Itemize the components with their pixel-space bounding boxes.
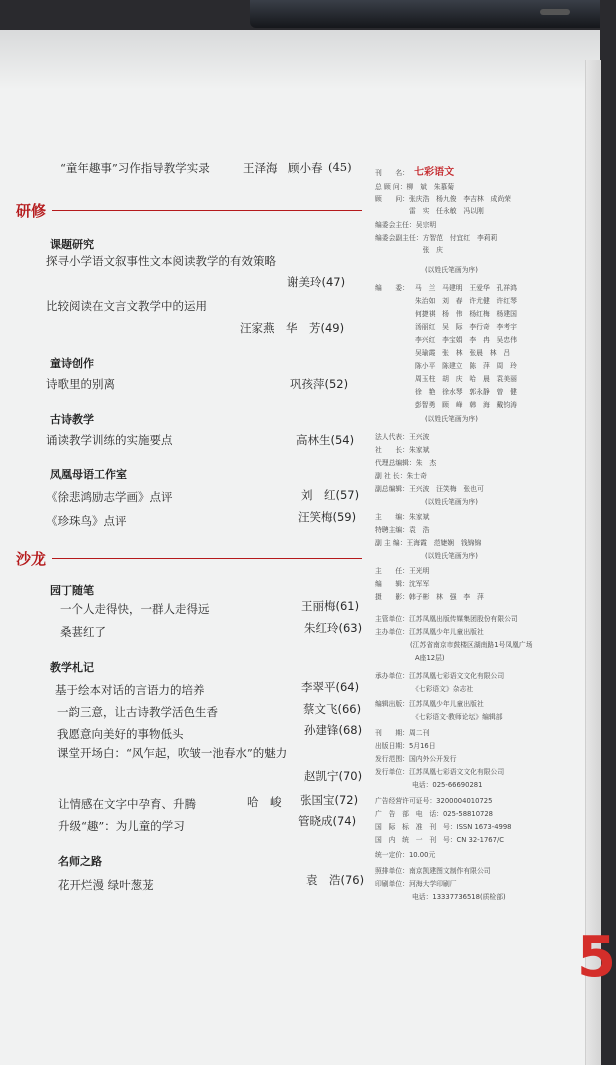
toc-entry-author: 李翠平(64) <box>301 680 360 694</box>
toc-entry-title: 课堂开场白：“风乍起，吹皱一池春水”的魅力 <box>57 746 288 760</box>
toc-entry-author: 汪家燕 华 芳(49) <box>240 321 345 335</box>
masthead-consultants: 顾 问：张庆浩 杨九俊 李吉林 成尚荣 <box>375 195 511 203</box>
toc-entry-author: 管晓成(74) <box>298 814 357 828</box>
toc-entry-author: 谢美玲(47) <box>287 275 346 289</box>
masthead-president: 社 长：朱家斌 <box>375 446 430 454</box>
toc-entry-title: 《珍珠鸟》点评 <box>46 514 127 528</box>
toc-entry-title: 基于绘本对话的言语力的培养 <box>55 683 205 697</box>
masthead-publisher: 编辑出版：江苏凤凰少年儿童出版社 <box>375 700 484 708</box>
masthead-issn: 国 际 标 准 刊 号：ISSN 1673-4998 <box>375 823 512 831</box>
toc-entry-author: 高林生(54) <box>296 433 355 447</box>
section-rule-yanxiu <box>52 210 362 211</box>
masthead-order-note: (以姓氏笔画为序) <box>425 552 478 560</box>
toc-entry-title: 花开烂漫 绿叶葱茏 <box>58 878 154 892</box>
masthead-contractor: 承办单位：江苏凤凰七彩语文文化有限公司 <box>375 672 505 680</box>
subsection-gushi: 古诗教学 <box>50 413 94 426</box>
masthead-sponsor: 主管单位：江苏凤凰出版传媒集团股份有限公司 <box>375 615 518 623</box>
masthead-price: 统一定价：10.00元 <box>375 851 436 859</box>
section-title-yanxiu: 研修 <box>16 202 47 220</box>
masthead-printer-phone: 电话：13337736518(质检部) <box>412 893 506 901</box>
masthead-period: 刊 期：周二刊 <box>375 729 430 737</box>
toc-entry-author: 孙建锋(68) <box>304 723 363 737</box>
laptop-edge <box>250 0 600 28</box>
masthead-committee-vice: 编委会副主任：方智范 付宜红 李莉莉 <box>375 234 498 242</box>
subsection-tongshi: 童诗创作 <box>50 357 94 370</box>
masthead-host: 主办单位：江苏凤凰少年儿童出版社 <box>375 628 484 636</box>
masthead-deputy-editors: 副 主 编：王海霞 范婕娴 钱锦锦 <box>375 539 482 547</box>
toc-entry-author: 蔡文飞(66) <box>303 702 362 716</box>
section-rule-shalong <box>52 558 362 559</box>
masthead-editor: 编 辑：沈军军 <box>375 580 430 588</box>
subsection-fengfan: 凤凰母语工作室 <box>50 468 127 481</box>
subsection-zhaji: 教学札记 <box>50 661 94 674</box>
masthead-acting-chief: 代理总编辑：朱 杰 <box>375 459 437 467</box>
masthead-consultants-2: 雷 实 任永敏 冯以刚 <box>375 207 484 215</box>
masthead-chief-editor: 主 编：朱家斌 <box>375 513 430 521</box>
masthead-host-address: (江苏省南京市鼓楼区湖南路1号凤凰广场 <box>410 641 533 649</box>
masthead-contractor-2: 《七彩语文》杂志社 <box>412 685 474 693</box>
magazine-page <box>0 30 600 1065</box>
masthead-committee-vice-2: 张 庆 <box>375 246 443 254</box>
masthead-layout: 照排单位：南京凯建图文制作有限公司 <box>375 867 491 875</box>
masthead-editors-label: 编 委： <box>375 284 409 292</box>
page-shadow <box>0 30 600 90</box>
masthead-editor-row: 周玉柱 胡 庆 哈 晨 袁美丽 <box>415 375 517 383</box>
top-entry-page: (45) <box>328 160 352 174</box>
toc-entry-author: 袁 浩(76) <box>306 873 365 887</box>
toc-entry-title: 我愿意向美好的事物低头 <box>57 727 184 741</box>
journal-label: 刊 名： <box>375 169 409 177</box>
masthead-printer: 印刷单位：河海大学印刷厂 <box>375 880 457 888</box>
toc-entry-title: 比较阅读在文言文教学中的运用 <box>46 299 207 313</box>
masthead-advisor: 总 顾 问：柳 斌 朱慕菊 <box>375 183 455 191</box>
toc-entry-author: 刘 红(57) <box>301 488 360 502</box>
toc-entry-title: 桑葚红了 <box>60 625 106 639</box>
masthead-order-note: (以姓氏笔画为序) <box>425 266 478 274</box>
subsection-mingshi: 名师之路 <box>58 855 102 868</box>
page-edge <box>585 60 601 1065</box>
masthead-legal-rep: 法人代表：王兴波 <box>375 433 430 441</box>
section-title-shalong: 沙龙 <box>16 550 47 568</box>
toc-entry-title: 探寻小学语文叙事性文本阅读教学的有效策略 <box>46 254 276 268</box>
masthead-editor-row: 汤丽红 吴 际 李行奇 李考宇 <box>415 323 517 331</box>
top-entry-author: 王泽海 <box>243 161 278 175</box>
subsection-keti: 课题研究 <box>50 238 94 251</box>
masthead-publisher-2: 《七彩语文·教师论坛》编辑部 <box>412 713 503 721</box>
subsection-yuanding: 园丁随笔 <box>50 584 94 597</box>
masthead-ad-phone: 广 告 部 电 话：025-58810728 <box>375 810 493 818</box>
masthead-editor-row: 何捷祺 杨 伟 杨红梅 杨建国 <box>415 310 517 318</box>
toc-entry-author: 哈 峻 <box>247 795 282 809</box>
masthead-order-note: (以姓氏笔画为序) <box>425 415 478 423</box>
journal-name-row <box>375 160 454 179</box>
masthead-committee-chair: 编委会主任：吴宗明 <box>375 221 437 229</box>
top-entry-author-2: 顾小春 <box>288 161 323 175</box>
masthead-special-editor: 特聘主编：袁 浩 <box>375 526 430 534</box>
toc-entry-title: 诗歌里的别离 <box>46 377 115 391</box>
toc-entry-author: 赵凯宁(70) <box>304 769 363 783</box>
masthead-cn: 国 内 统 一 刊 号：CN 32-1767/C <box>375 836 504 844</box>
masthead-vice-chief: 副总编辑：王兴波 汪笑梅 张也可 <box>375 485 484 493</box>
masthead-editor-row: 徐 艳 徐水琴 郭永静 曾 健 <box>415 388 517 396</box>
masthead-ad-license: 广告经营许可证号：3200004010725 <box>375 797 493 805</box>
toc-entry-title: 一个人走得快，一群人走得远 <box>60 602 210 616</box>
toc-entry-author: 巩孩萍(52) <box>290 377 349 391</box>
masthead-editor-row: 马 兰 马建明 王爱华 孔祥鸿 <box>415 284 517 292</box>
toc-entry-title: 让情感在文字中孕育、升腾 <box>58 797 196 811</box>
masthead-photo: 摄 影：韩子彬 林 强 李 萍 <box>375 593 484 601</box>
masthead-pub-date: 出版日期：5月16日 <box>375 742 436 750</box>
toc-entry-title: 升级“趣”：为儿童的学习 <box>58 819 185 833</box>
masthead-editor-row: 吴瑜霞 张 林 张晨 林 吕 <box>415 349 511 357</box>
toc-entry-author: 朱红玲(63) <box>304 621 363 635</box>
toc-entry-author: 王丽梅(61) <box>301 599 360 613</box>
masthead-editor-row: 李兴红 李宝娟 李 冉 吴忠伟 <box>415 336 517 344</box>
masthead-vice-president: 副 社 长：朱士奇 <box>375 472 427 480</box>
masthead-director: 主 任：王光明 <box>375 567 430 575</box>
masthead-distributor: 发行单位：江苏凤凰七彩语文文化有限公司 <box>375 768 505 776</box>
masthead-phone: 电话：025-66690281 <box>412 781 483 789</box>
top-entry-title: “童年趣事”习作指导教学实录 <box>60 161 210 175</box>
toc-entry-author: 张国宝(72) <box>300 793 359 807</box>
toc-entry-author: 汪笑梅(59) <box>298 510 357 524</box>
toc-entry-title: 《徐悲鸿励志学画》点评 <box>46 490 173 504</box>
masthead-host-address-2: A座12层) <box>415 654 445 662</box>
toc-entry-title: 诵读教学训练的实施要点 <box>46 433 173 447</box>
masthead-editor-row: 陈小平 陈建立 陈 萍 周 玲 <box>415 362 517 370</box>
laptop-hinge <box>540 9 570 15</box>
masthead-editor-row: 彭智勇 顾 峰 韩 海 戴钧涛 <box>415 401 517 409</box>
page-number: 5 <box>577 925 616 990</box>
journal-name: 七彩语文 <box>414 167 455 178</box>
masthead-order-note: (以姓氏笔画为序) <box>425 498 478 506</box>
masthead-editor-row: 朱治如 刘 春 许尤健 许红琴 <box>415 297 517 305</box>
masthead-range: 发行范围：国内外公开发行 <box>375 755 457 763</box>
toc-entry-title: 一韵三意，让古诗教学活色生香 <box>57 705 218 719</box>
